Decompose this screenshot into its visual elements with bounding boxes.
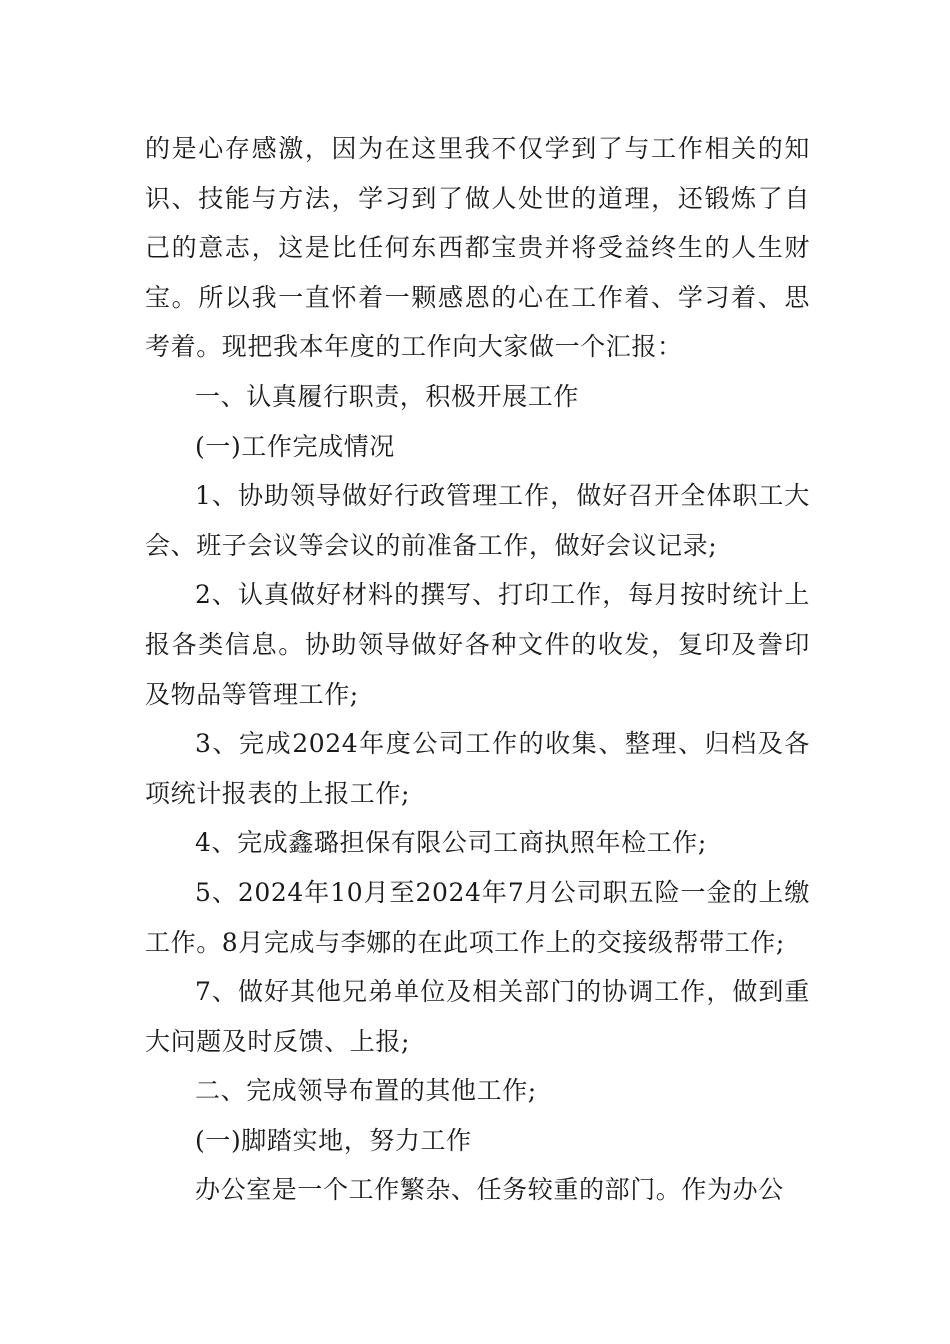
list-item-1: 1、协助领导做好行政管理工作，做好召开全体职工大会、班子会议等会议的前准备工作，做好会议记录; bbox=[145, 481, 810, 560]
subsection-heading-work-status: (一)工作完成情况 bbox=[195, 431, 395, 461]
section-heading-1: 一、认真履行职责，积极开展工作 bbox=[195, 381, 580, 411]
list-item-5: 5、2024年10月至2024年7月公司职五险一金的上缴工作。8月完成与李娜的在此项工作上的交接级帮带工作; bbox=[145, 877, 810, 957]
list-item-4: 4、完成鑫璐担保有限公司工商执照年检工作; bbox=[195, 828, 707, 858]
list-item-3: 3、完成2024年度公司工作的收集、整理、归档及各项统计报表的上报工作; bbox=[145, 729, 810, 808]
document-body bbox=[145, 124, 810, 1215]
section-heading-2: 二、完成领导布置的其他工作; bbox=[195, 1076, 537, 1106]
paragraph-intro-continued: 的是心存感激，因为在这里我不仅学到了与工作相关的知识、技能与方法，学习到了做人处世的道理，还锻炼了自己的意志，这是比任何东西都宝贵并将受益终生的人生财宝。所以我一直怀着一颗感恩的心在工作着、学习着、思考着。现把我本年度的工作向大家做一个汇报： bbox=[145, 134, 810, 362]
list-item-2: 2、认真做好材料的撰写、打印工作，每月按时统计上报各类信息。协助领导做好各种文件的收发，复印及誊印及物品等管理工作; bbox=[145, 580, 810, 709]
list-item-7: 7、做好其他兄弟单位及相关部门的协调工作，做到重大问题及时反馈、上报; bbox=[145, 977, 810, 1056]
paragraph-office-description: 办公室是一个工作繁杂、任务较重的部门。作为办公 bbox=[195, 1175, 784, 1205]
subsection-heading-diligent-work: (一)脚踏实地，努力工作 bbox=[195, 1125, 472, 1155]
